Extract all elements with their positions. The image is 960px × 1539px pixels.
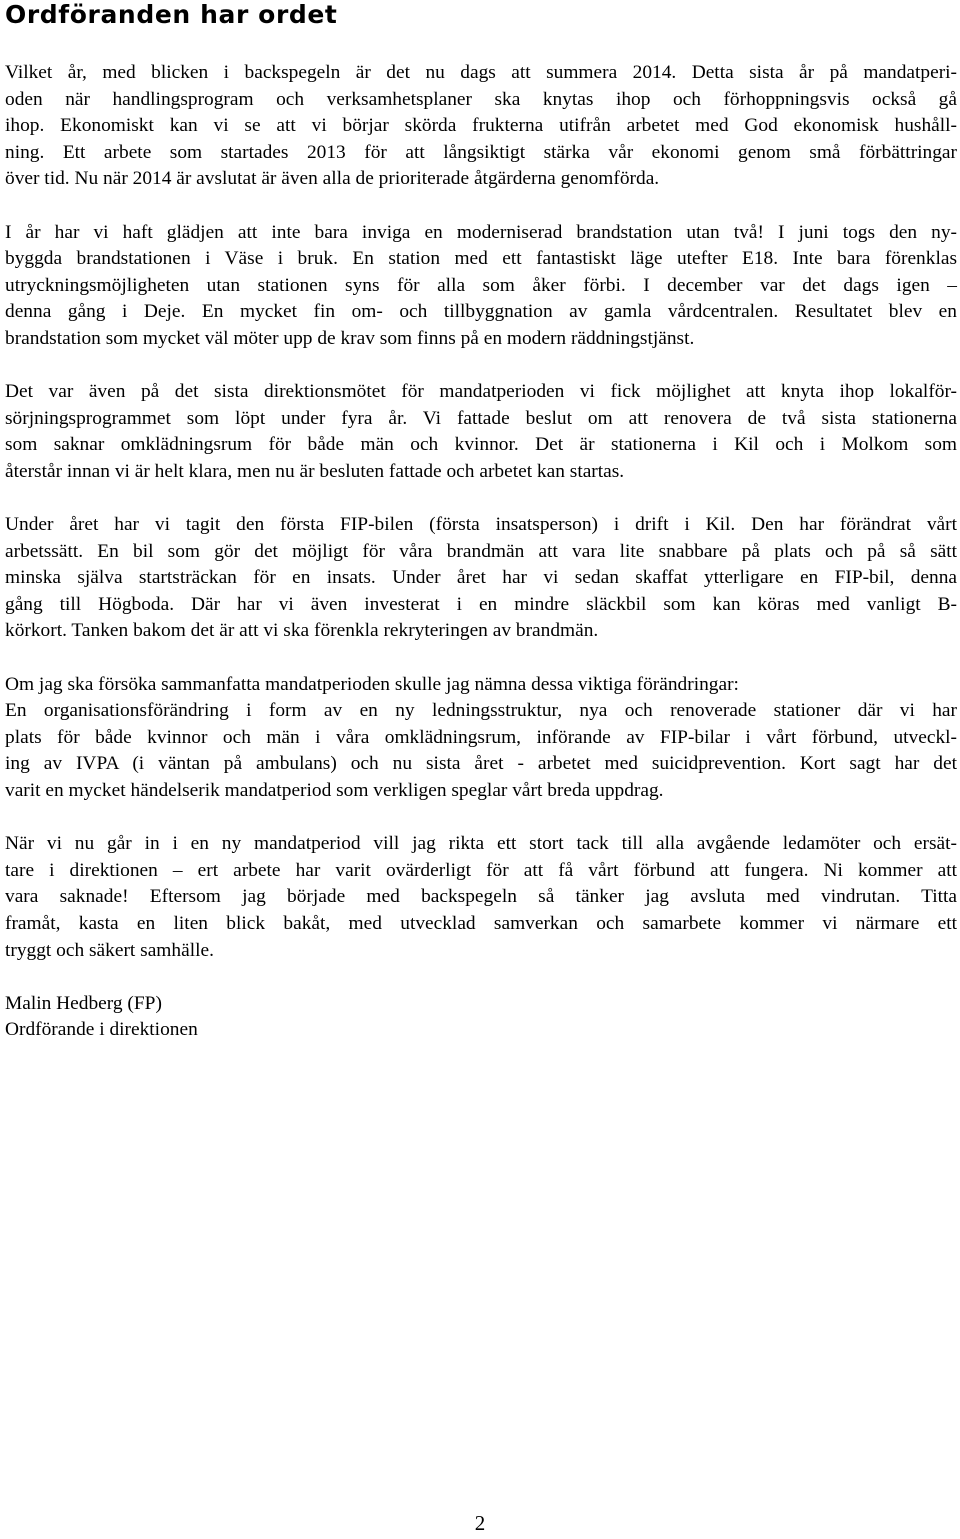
paragraph-4	[5, 512, 957, 645]
text-line: En organisationsförändring i form av en ny ledningsstruktur, nya och renoverade stationer där vi har	[5, 700, 957, 722]
body-text	[5, 60, 957, 1044]
signature-title: Ordförande i direktionen	[5, 1019, 198, 1041]
signature-name: Malin Hedberg (FP)	[5, 992, 162, 1014]
text-line: byggda brandstationen i Väse i bruk. En station med ett fantastiskt läge utefter E18. Inte bara förenklas	[5, 248, 957, 270]
paragraph-2	[5, 220, 957, 353]
text-line: I år har vi haft glädjen att inte bara inviga en moderniserad brandstation utan två! I juni togs den ny-	[5, 221, 957, 243]
page-title: Ordföranden har ordet	[5, 0, 338, 29]
text-line: framåt, kasta en liten blick bakåt, med utvecklad samverkan och samarbete kommer vi närmare ett	[5, 913, 957, 934]
text-line: plats för både kvinnor och män i våra omklädningsrum, införande av FIP-bilar i vårt förbund, utveckl-	[5, 726, 957, 748]
text-line: som saknar omklädningsrum för både män och kvinnor. Det är stationerna i Kil och i Molkom som	[5, 434, 957, 456]
text-line: ihop. Ekonomiskt kan vi se att vi börjar skörda frukterna utifrån arbetet med God ekonomisk hushåll-	[5, 115, 957, 137]
text-line: tryggt och säkert samhälle.	[5, 939, 214, 961]
text-line: Vilket år, med blicken i backspegeln är det nu dags att summera 2014. Detta sista år på mandatperi-	[5, 62, 957, 83]
text-line: gång till Högboda. Där har vi även investerat i en mindre släckbil som kan köras med vanligt B-	[5, 593, 957, 615]
text-line: körkort. Tanken bakom det är att vi ska förenkla rekryteringen av brandmän.	[5, 620, 599, 642]
text-line: Under året har vi tagit den första FIP-bilen (första insatsperson) i drift i Kil. Den har förändrat vårt	[5, 514, 957, 536]
text-line: återstår innan vi är helt klara, men nu är besluten fattade och arbetet kan startas.	[5, 460, 625, 482]
text-line: När vi nu går in i en ny mandatperiod vill jag rikta ett stort tack till alla avgående ledamöter och ersät-	[5, 833, 957, 855]
text-line: utryckningsmöjligheten utan stationen syns för alla som åker förbi. I december var det dags igen –	[5, 274, 957, 296]
text-line: tare i direktionen – ert arbete har varit ovärderligt för att få vårt förbund att fungera. Ni kommer att	[5, 859, 957, 881]
text-line: varit en mycket händelserik mandatperiod som verkligen speglar vårt breda uppdrag.	[5, 780, 664, 802]
signature-block	[5, 991, 957, 1044]
text-line: oden när handlingsprogram och verksamhetsplaner ska knytas ihop och förhoppningsvis också gå	[5, 88, 957, 110]
text-line: denna gång i Deje. En mycket fin om- och tillbyggnation av gamla vårdcentralen. Resultatet blev en	[5, 301, 957, 323]
text-line: brandstation som mycket väl möter upp de krav som finns på en modern räddningstjänst.	[5, 327, 695, 349]
text-line: ning. Ett arbete som startades 2013 för att långsiktigt stärka vår ekonomi genom små förbättringar	[5, 141, 957, 163]
text-line: vara saknade! Eftersom jag började med backspegeln så tänker jag avsluta med vindrutan. Titta	[5, 886, 957, 908]
text-line: ing av IVPA (i väntan på ambulans) och nu sista året - arbetet med suicidprevention. Kort sagt har det	[5, 753, 957, 775]
text-line: minska själva startsträckan för en insats. Under året har vi sedan skaffat ytterligare en FIP-bil, denna	[5, 567, 957, 589]
paragraph-6	[5, 831, 957, 964]
paragraph-5	[5, 672, 957, 805]
paragraph-3	[5, 379, 957, 485]
text-line: sörjningsprogrammet som löpt under fyra år. Vi fattade beslut om att renovera de två sista stationerna	[5, 407, 957, 429]
text-line: över tid. Nu när 2014 är avslutat är även alla de prioriterade åtgärderna genomförda.	[5, 168, 660, 190]
paragraph-1	[5, 60, 957, 193]
text-line: Det var även på det sista direktionsmötet för mandatperioden vi fick möjlighet att knyta ihop lokalför-	[5, 381, 957, 403]
page-number: 2	[474, 1511, 486, 1535]
text-line: arbetssätt. En bil som gör det möjligt för våra brandmän att vara lite snabbare på plats och på så sätt	[5, 540, 957, 562]
text-line: Om jag ska försöka sammanfatta mandatperioden skulle jag nämna dessa viktiga förändringar:	[5, 673, 739, 695]
